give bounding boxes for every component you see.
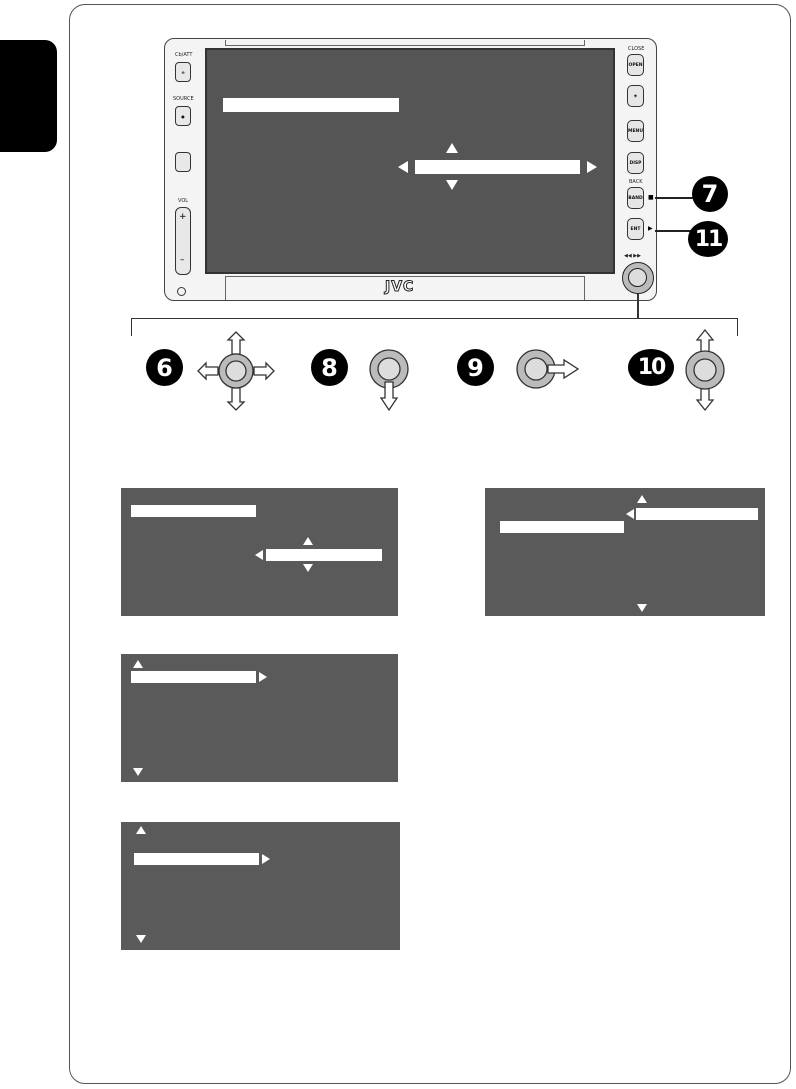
- step-badge-8: 8: [311, 349, 348, 386]
- close-label: CLOSE: [628, 46, 645, 52]
- panel4-menu-bar: [134, 853, 259, 865]
- source-label: SOURCE: [173, 96, 194, 102]
- step-badge-band: 7: [692, 176, 728, 212]
- panel1-left-arrow-icon: [255, 550, 263, 560]
- play-icon: ▶: [648, 225, 653, 232]
- dial-connector: [637, 294, 639, 318]
- panel2-down-arrow-icon: [637, 604, 647, 612]
- panel4-right-arrow-icon: [262, 854, 270, 864]
- panel4-up-arrow-icon: [136, 826, 146, 834]
- dial-press-icon: [364, 344, 414, 412]
- power-icon: ●: [181, 113, 185, 119]
- panel3-up-arrow-icon: [133, 660, 143, 668]
- panel2-left-arrow-icon: [626, 509, 634, 519]
- skip-label: ◀◀ ▶▶: [624, 253, 641, 259]
- language-tab: [0, 40, 57, 152]
- tilt-button[interactable]: [627, 85, 644, 107]
- vol-minus-label: –: [180, 255, 185, 265]
- dial-push-right-icon: [512, 344, 582, 394]
- panel1-setting-bar: [266, 549, 382, 561]
- panel1-down-arrow-icon: [303, 564, 313, 572]
- disp-button[interactable]: [627, 152, 644, 174]
- att-button[interactable]: [175, 62, 191, 82]
- right-arrow-icon: [587, 161, 597, 173]
- source-button[interactable]: [175, 106, 191, 126]
- up-arrow-icon: [446, 143, 458, 153]
- panel3-down-arrow-icon: [133, 768, 143, 776]
- tilt-icon: ◈: [633, 93, 638, 99]
- att-label: Cb/ATT: [175, 52, 193, 58]
- panel1-menu-bar: [131, 505, 256, 517]
- step-badge-6: 6: [146, 349, 183, 386]
- control-dial[interactable]: [622, 262, 654, 294]
- reset-hole: [177, 287, 186, 296]
- left-arrow-icon: [398, 161, 408, 173]
- panel2-setting-bar: [636, 508, 758, 520]
- att-icon: ⊖: [181, 69, 185, 75]
- top-slot: [225, 40, 585, 46]
- step-badge-ent: 11: [688, 221, 728, 257]
- open-button-label: OPEN: [628, 62, 643, 68]
- screen-panel-3: [121, 654, 398, 782]
- panel3-menu-bar: [131, 671, 256, 683]
- down-arrow-icon: [446, 180, 458, 190]
- open-button[interactable]: [627, 54, 644, 76]
- menu-highlight-bar: [223, 98, 399, 112]
- dial-4way-icon: [196, 330, 276, 412]
- ent-button-label: ENT: [630, 226, 641, 232]
- panel1-up-arrow-icon: [303, 537, 313, 545]
- screen-panel-4: [121, 822, 400, 950]
- panel3-right-arrow-icon: [259, 672, 267, 682]
- dial-up-down-icon: [680, 328, 730, 412]
- callout-line-band: [655, 197, 695, 199]
- vol-plus-label: +: [179, 212, 187, 222]
- setting-highlight-bar: [415, 160, 580, 174]
- band-button[interactable]: [627, 187, 644, 209]
- main-screen: [205, 48, 615, 274]
- ent-button[interactable]: [627, 218, 644, 240]
- back-label: BACK: [629, 179, 643, 185]
- brand-logo: JVC: [385, 279, 415, 295]
- step-badge-10: 10: [628, 349, 674, 386]
- vol-label: VOL: [178, 198, 189, 204]
- panel4-down-arrow-icon: [136, 935, 146, 943]
- panel2-menu-bar: [500, 521, 624, 533]
- band-button-label: BAND: [628, 195, 643, 201]
- step-badge-9: 9: [457, 349, 494, 386]
- panel2-up-arrow-icon: [637, 495, 647, 503]
- menu-button[interactable]: [627, 120, 644, 142]
- screen-panel-1: [121, 488, 398, 616]
- stop-icon: ■: [648, 194, 654, 201]
- menu-button-label: MENU: [628, 128, 643, 134]
- control-dial-center: [628, 268, 647, 287]
- blank-button[interactable]: [175, 152, 191, 172]
- screen-panel-2: [485, 488, 765, 616]
- disp-button-label: DISP: [629, 160, 642, 166]
